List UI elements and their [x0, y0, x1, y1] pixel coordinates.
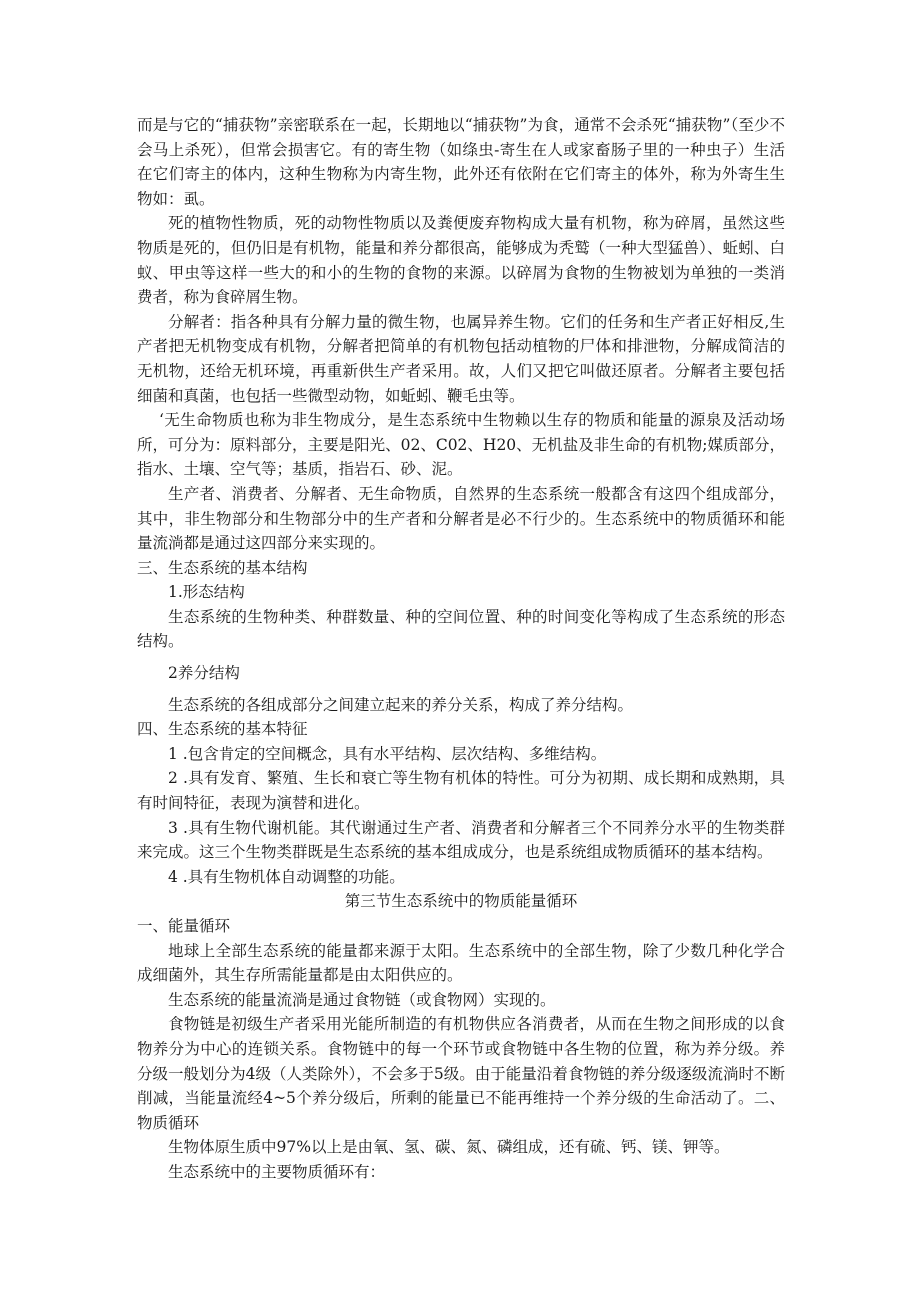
section-heading: 一、能量循环 — [137, 917, 231, 935]
subsection-heading: 1.形态结构 — [168, 583, 245, 602]
document-body — [137, 113, 785, 1185]
chapter-title: 第三节生态系统中的物质能量循环 — [344, 892, 578, 911]
paragraph: 生态系统的各组成部分之间建立起来的养分关系，构成了养分结构。 — [168, 695, 634, 714]
paragraph: 而是与它的“捕获物”亲密联系在一起，长期地以“捕获物”为食，通常不会杀死“捕获物”（至少不会马上杀死），但常会损害它。有的寄生物（如绦虫-寄生在人或家畜肠子里的一种虫子）生活在它们寄主的体内，这种生物称为内寄生物，此外还有依附在它们寄主的体外，称为外寄生生物如：虱。 — [137, 116, 785, 208]
paragraph: 生态系统中的主要物质循环有： — [168, 1162, 386, 1181]
section-heading: 三、生态系统的基本结构 — [137, 558, 308, 577]
paragraph: 生态系统的生物种类、种群数量、种的空间位置、种的时间变化等构成了生态系统的形态结构。 — [137, 607, 785, 651]
list-item: 1 .包含肯定的空间概念，具有水平结构、层次结构、多维结构。 — [168, 744, 607, 763]
paragraph: 生态系统的能量流淌是通过食物链（或食物网）实现的。 — [168, 990, 556, 1009]
subsection-heading: 2养分结构 — [168, 664, 240, 683]
paragraph: 食物链是初级生产者采用光能所制造的有机物供应各消费者，从而在生物之间形成的以食物养分为中心的连锁关系。食物链中的每一个环节或食物链中各生物的位置，称为养分级。养分级一般划分为4级（人类除外），不会多于5级。由于能量沿着食物链的养分级逐级流淌时不断削减，当能量流经4~5个养分级后，所剩的能量已不能再维持一个养分级的生命活动了。二、物质循环 — [137, 1015, 785, 1132]
paragraph: 死的植物性物质，死的动物性物质以及粪便废弃物构成大量有机物，称为碎屑，虽然这些物质是死的，但仍旧是有机物，能量和养分都很高，能够成为秃鹫（一种大型猛兽）、蚯蚓、白蚁、甲虫等这样一些大的和小的生物的食物的来源。以碎屑为食物的生物被划为单独的一类消费者，称为食碎屑生物。 — [137, 214, 785, 307]
paragraph: ‘无生命物质也称为非生物成分，是生态系统中生物赖以生存的物质和能量的源泉及活动场所，可分为：原料部分，主要是阳光、02、C02、H20、无机盐及非生命的有机物;媒质部分，指水、土壤、空气等；基质，指岩石、砂、泥。 — [137, 411, 785, 479]
list-item: 4 .具有生物机体自动调整的功能。 — [168, 867, 405, 886]
paragraph: 生产者、消费者、分解者、无生命物质，自然界的生态系统一般都含有这四个组成部分，其中，非生物部分和生物部分中的生产者和分解者是必不行少的。生态系统中的物质循环和能量流淌都是通过这四部分来实现的。 — [137, 484, 785, 553]
paragraph: 地球上全部生态系统的能量都来源于太阳。生态系统中的全部生物，除了少数几种化学合成细菌外，其生存所需能量都是由太阳供应的。 — [137, 941, 785, 985]
paragraph: 生物体原生质中97%以上是由氧、氢、碳、氮、磷组成，还有硫、钙、镁、钾等。 — [168, 1138, 730, 1157]
list-item: 3 .具有生物代谢机能。其代谢通过生产者、消费者和分解者三个不同养分水平的生物类群来完成。这三个生物类群既是生态系统的基本组成成分，也是系统组成物质循环的基本结构。 — [137, 818, 785, 862]
paragraph: 分解者：指各种具有分解力量的微生物，也属异养生物。它们的任务和生产者正好相反,生产者把无机物变成有机物，分解者把简单的有机物包括动植物的尸体和排泄物，分解成简洁的无机物，还给无机环境，再重新供生产者采用。故，人们又把它叫做还原者。分解者主要包括细菌和真菌，也包括一些微型动物，如蚯蚓、鞭毛虫等。 — [137, 312, 785, 405]
list-item: 2 .具有发育、繁殖、生长和衰亡等生物有机体的特性。可分为初期、成长期和成熟期，具有时间特征，表现为演替和进化。 — [137, 769, 785, 813]
section-heading: 四、生态系统的基本特征 — [137, 720, 308, 739]
